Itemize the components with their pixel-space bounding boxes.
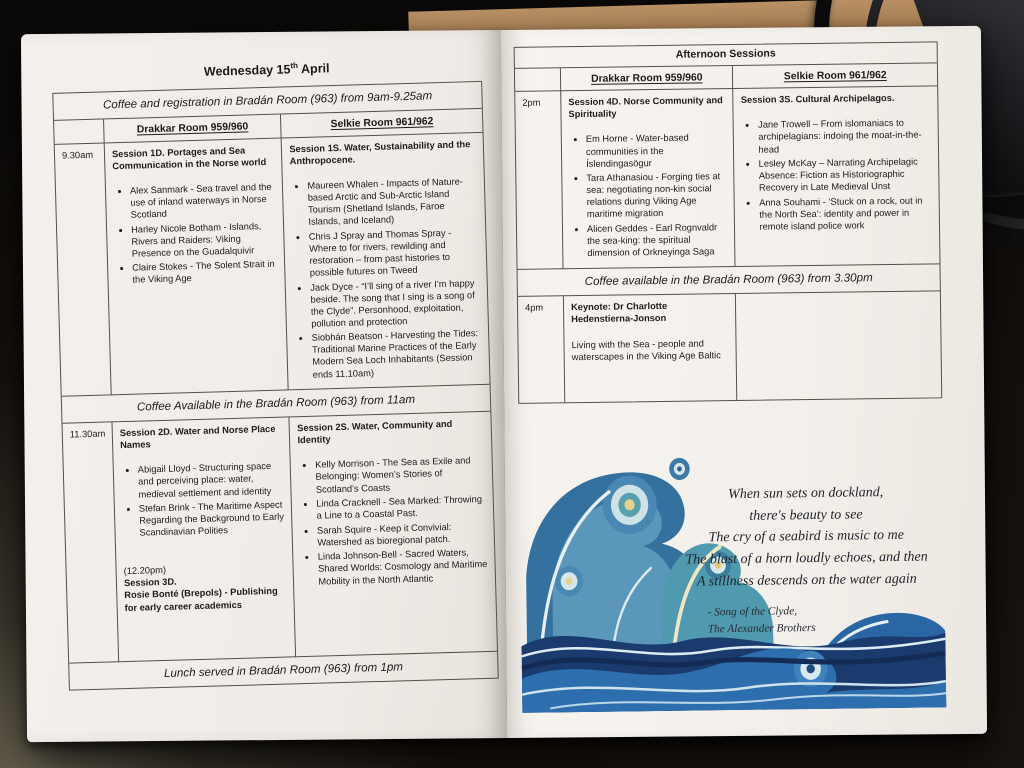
session-4d-speakers <box>571 132 728 260</box>
session-4d-title: Session 4D. Norse Community and Spirituality <box>568 95 723 120</box>
speaker-item: • Jack Dyce - “I’ll sing of a river I’m happy beside. The song that I sing is a song of the Clyde”. Personhood, exploitation, pollution and protection <box>310 277 481 330</box>
time-header-cell <box>54 120 105 145</box>
speaker-item: • Sarah Squire - Keep it Convivial: Watershed as bioregional patch. <box>317 520 487 549</box>
page-title: Wednesday 15th April <box>203 61 330 79</box>
session-1d-cell <box>105 138 289 395</box>
speaker-item: • Chris J Spray and Thomas Spray - Where to for rivers, rewilding and restoration – from past histories to possible futures on Tweed <box>309 226 480 279</box>
time-label: 4pm <box>518 296 565 403</box>
session-3d-speaker: Rosie Bonté (Brepols) - Publishing for early career academics <box>124 586 278 613</box>
empty-cell <box>736 291 941 400</box>
speaker-item: • Abigail Lloyd - Structuring space and perceiving place: water, medieval settlement and identity <box>138 460 284 500</box>
column-header-drakkar: Drakkar Room 959/960 <box>561 66 734 92</box>
session-1d-title: Session 1D. Portages and Sea Communication in the Norse world <box>111 145 267 172</box>
registration-banner: Coffee and registration in Bradán Room (963) from 9am-9.25am <box>53 82 482 121</box>
time-label: 11.30am <box>63 423 120 664</box>
speaker-item: • Anna Souhami - ‘Stuck on a rock, out in the North Sea’: identity and power in remote island police work <box>759 194 932 232</box>
attribution-line: - Song of the Clyde, <box>707 605 798 619</box>
wave-artwork-section <box>519 443 946 713</box>
speaker-item: • Maureen Whalen - Impacts of Nature-based Arctic and Sub-Arctic Island Tourism (Shetland Islands, Faroe Islands, and Iceland) <box>307 175 478 228</box>
column-header-drakkar: Drakkar Room 959/960 <box>104 115 282 143</box>
lunch-banner: Lunch served in Bradán Room (963) from 1pm <box>163 660 404 681</box>
speaker-item: • Siobhán Beatson - Harvesting the Tides: Traditional Marine Practices of the Early Modern Sea Loch Inhabitants (Session ends 11.10am) <box>311 327 482 380</box>
session-1s-speakers <box>292 175 482 381</box>
column-header-selkie: Selkie Room 961/962 <box>733 63 937 89</box>
speaker-item: • Jane Trowell – From islomaniacs to archipelagians: indoing the moat-in-the-head <box>758 117 931 155</box>
session-1s-cell <box>282 133 490 391</box>
conference-programme-booklet <box>21 26 987 742</box>
keynote-cell <box>564 294 738 402</box>
session-2s-cell <box>290 412 497 658</box>
poem-line: The blast of a horn loudly echoes, and then <box>685 549 928 568</box>
poem-text <box>668 481 945 593</box>
session-2s-speakers <box>300 454 488 587</box>
speaker-item: • Linda Johnson-Bell - Sacred Waters, Shared Worlds: Cosmology and Maritime Mobility in the North Atlantic <box>318 546 488 587</box>
attribution-line: The Alexander Brothers <box>707 621 816 636</box>
schedule-table-morning <box>52 81 499 691</box>
session-3s-cell <box>734 87 940 267</box>
speaker-item: • Kelly Morrison - The Sea as Exile and Belonging: Women’s Stories of Scotland’s Coasts <box>315 454 485 495</box>
time-header-cell <box>515 68 561 92</box>
session-1d-speakers <box>115 181 278 287</box>
session-3s-speakers <box>743 117 932 233</box>
poem-line: A stillness descends on the water again <box>696 571 917 590</box>
speaker-item: • Alex Sanmark - Sea travel and the use of inland waterways in Norse Scotland <box>130 181 276 221</box>
keynote-title: Keynote: Dr Charlotte Hedenstierna-Jonson <box>570 300 668 325</box>
session-2d-speakers <box>123 460 285 539</box>
ordinal-suffix: th <box>290 61 299 71</box>
speaker-item: • Claire Stokes - The Solent Strait in the Viking Age <box>132 258 278 286</box>
session-3d-label: Session 3D. <box>123 577 177 589</box>
schedule-table-afternoon <box>514 41 943 403</box>
speaker-item: • Em Horne - Water-based communities in the Íslendingasögur <box>586 132 727 170</box>
session-3s-title: Session 3S. Cultural Archipelagos. <box>740 93 895 106</box>
poem-line: there's beauty to see <box>749 507 863 524</box>
page-left <box>21 30 507 742</box>
poem-line: When sun sets on dockland, <box>728 485 884 503</box>
speaker-item: • Stefan Brink - The Maritime Aspect Regarding the Background to Early Scandinavian Polities <box>139 499 285 539</box>
session-3d-time: (12.20pm) <box>123 565 167 577</box>
time-label: 9.30am <box>55 143 112 397</box>
column-header-selkie: Selkie Room 961/962 <box>281 109 482 138</box>
speaker-item: • Tara Athanasiou - Forging ties at sea: negotiating non-kin social relations during Viking Age maritime migration <box>586 170 727 220</box>
coffee-banner-11am: Coffee Available in the Bradán Room (963) from 11am <box>62 385 491 424</box>
page-right <box>501 26 987 738</box>
session-2s-title: Session 2S. Water, Community and Identity <box>297 419 453 446</box>
session-2d-title: Session 2D. Water and Norse Place Names <box>119 424 276 451</box>
afternoon-sessions-header: Afternoon Sessions <box>515 42 937 68</box>
session-4d-cell <box>561 89 736 269</box>
session-1s-title: Session 1S. Water, Sustainability and the Anthropocene. <box>289 138 471 167</box>
session-2d-cell <box>112 418 296 663</box>
poem-attribution <box>707 603 815 638</box>
time-label: 2pm <box>515 92 563 270</box>
speaker-item: • Harley Nicole Botham - Islands, Rivers and Raiders: Viking Presence on the Guadalquivir <box>131 219 277 259</box>
speaker-item: • Linda Cracknell - Sea Marked: Throwing a Line to a Coastal Past. <box>316 493 486 522</box>
coffee-banner-330pm: Coffee available in the Bradán Room (963) from 3.30pm <box>518 264 940 297</box>
keynote-description: Living with the Sea - people and waterscapes in the Viking Age Baltic <box>571 338 721 363</box>
speaker-item: • Alicen Geddes - Earl Rognvaldr the sea-king: the spiritual dimension of Orkneyinga Saga <box>587 221 728 259</box>
session-3d-block <box>123 561 287 614</box>
poem-line: The cry of a seabird is music to me <box>708 528 905 546</box>
speaker-item: • Lesley McKay – Narrating Archipelagic Absence: Fiction as Historiographic Recovery in Late Medieval Unst <box>759 156 932 194</box>
